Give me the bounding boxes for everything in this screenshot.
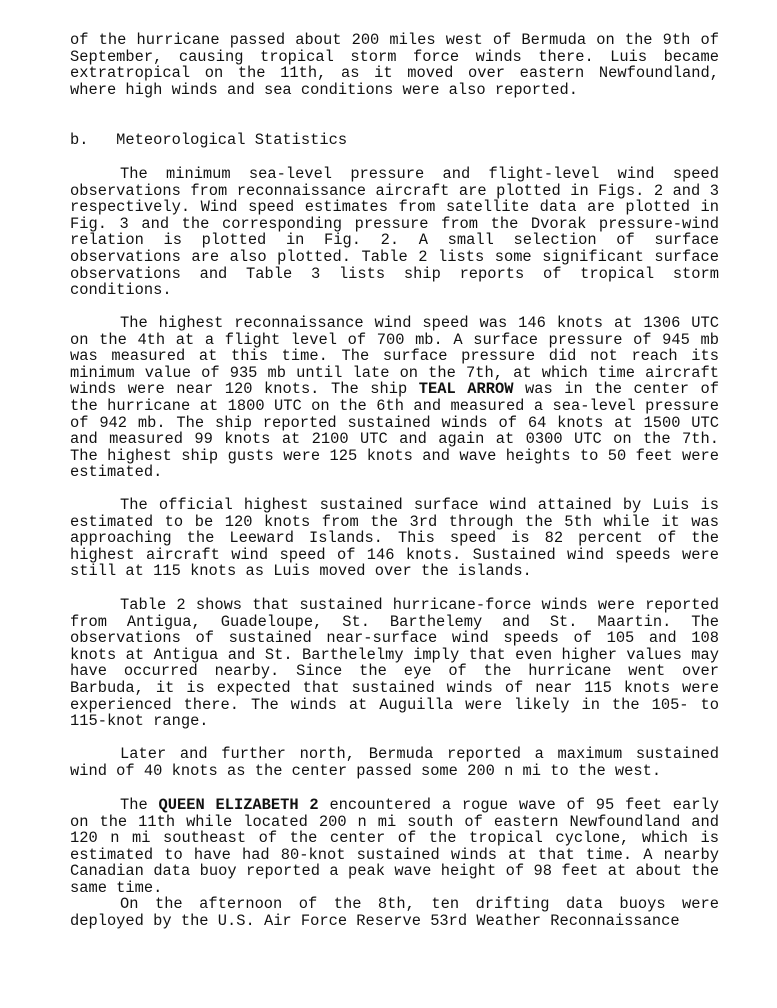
paragraph-hurricane-track: of the hurricane passed about 200 miles west of Bermuda on the 9th of September, causing tropical storm force winds there. Luis became extratropical on the 11th, as it moved over eastern Newfoundland, where high winds and sea conditions were also reported. [70, 31, 719, 99]
section-heading-meteorological-statistics: b. Meteorological Statistics [70, 131, 348, 149]
ship-name-teal-arrow: TEAL ARROW [418, 380, 514, 399]
paragraph-text-part: The highest reconnaissance wind speed was 146 knots at 1306 UTC on the 4th at a flight level of 700 mb. A surface pressure of 945 mb was measured at this time. The surface pressure did not reach its minimum value of 935 mb until late on the 7th, at which time aircraft winds were near 120 knots. The ship [70, 314, 719, 399]
paragraph-highest-wind-speed [70, 315, 719, 481]
ship-name-queen-elizabeth-2: QUEEN ELIZABETH 2 [158, 796, 319, 814]
paragraph-official-sustained-wind: The official highest sustained surface wind attained by Luis is estimated to be 120 knots from the 3rd through the 5th while it was approaching the Leeward Islands. This speed is 82 percent of the highest aircraft wind speed of 146 knots. Sustained wind speeds were still at 115 knots as Luis moved over the islands. [70, 496, 719, 581]
paragraph-text-part: was in the center of the hurricane at 1800 UTC on the 6th and measured a sea-level pressure of 942 mb. The ship reported sustained winds of 64 knots at 1500 UTC and measured 99 knots at 2100 UTC and again at 0300 UTC on the 7th. The highest ship gusts were 125 knots and wave heights to 50 feet were estimated. [70, 380, 719, 482]
paragraph-rogue-wave [70, 797, 719, 897]
paragraph-bermuda-report: Later and further north, Bermuda reported a maximum sustained wind of 40 knots as the center passed some 200 n mi to the west. [70, 745, 719, 780]
paragraph-table-2-observations: Table 2 shows that sustained hurricane-force winds were reported from Antigua, Guadeloupe, St. Barthelemy and St. Maartin. The observations of sustained near-surface wind speeds of 105 and 108 knots at Antigua and St. Barthelelmy imply that even higher values may have occurred nearby. Since the eye of the hurricane went over Barbuda, it is expected that sustained winds of near 115 knots were experienced there. The winds at Auguilla were likely in the 105- to 115-knot range. [70, 596, 719, 731]
paragraph-text-part: The [120, 796, 148, 814]
paragraph-reconnaissance-observations: The minimum sea-level pressure and flight-level wind speed observations from reconnaissance aircraft are plotted in Figs. 2 and 3 respectively. Wind speed estimates from satellite data are plotted in Fig. 3 and the corresponding pressure from the Dvorak pressure-wind relation is plotted in Fig. 2. A small selection of surface observations are also plotted. Table 2 lists some significant surface observations and Table 3 lists ship reports of tropical storm conditions. [70, 165, 719, 300]
paragraph-text-part: encountered a rogue wave of 95 feet early on the 11th while located 200 n mi south of eastern Newfoundland and 120 n mi southeast of the center of the tropical cyclone, which is estimated to have had 80-knot sustained winds at that time. A nearby Canadian data buoy reported a peak wave height of 98 feet at about the same time. [70, 796, 719, 897]
paragraph-drifting-buoys: On the afternoon of the 8th, ten drifting data buoys were deployed by the U.S. Air Force Reserve 53rd Weather Reconnaissance [70, 895, 719, 930]
